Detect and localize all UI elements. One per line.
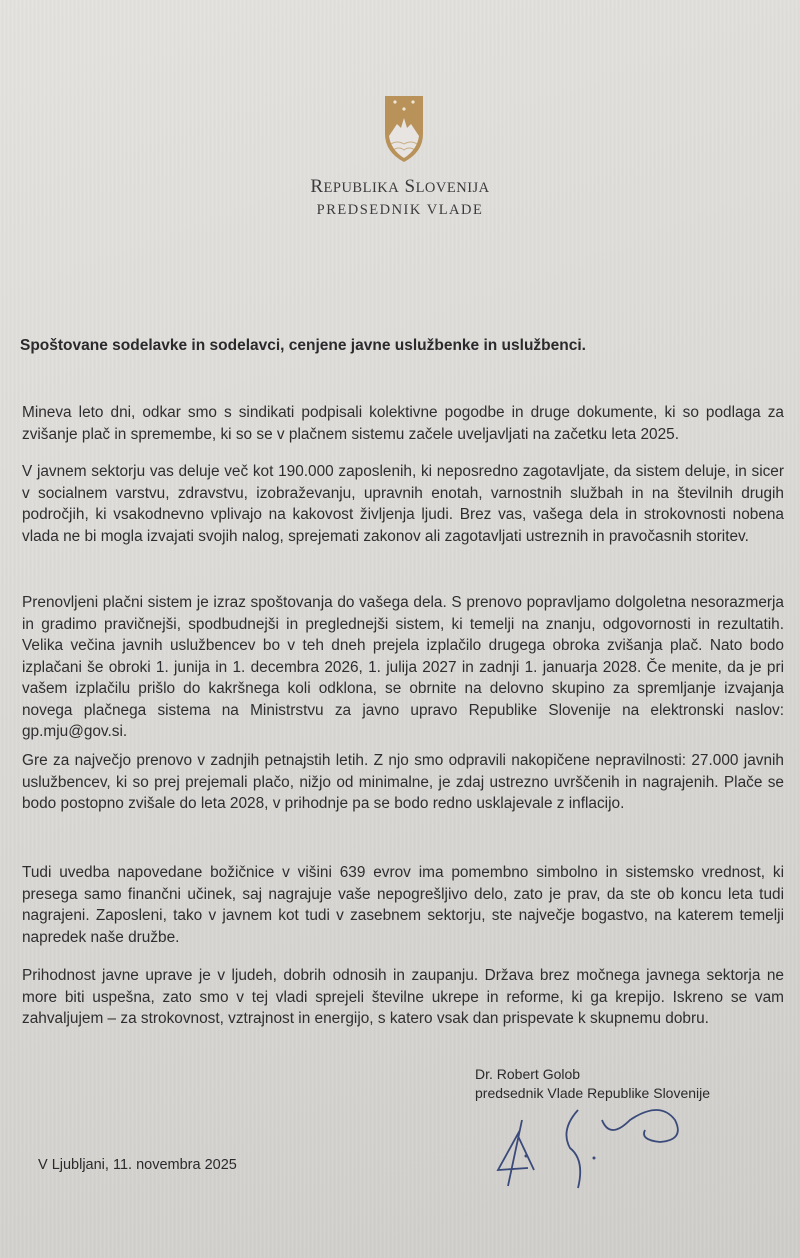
paragraph: Mineva leto dni, odkar smo s sindikati podpisali kolektivne pogodbe in druge dokumente, ki so podlaga za zvišanje plač in spremembe, ki so se v plačnem sistemu začele uveljavljati na začetku leta 2025. — [22, 404, 784, 443]
salutation: Spoštovane sodelavke in sodelavci, cenjene javne uslužbenke in uslužbenci. — [20, 337, 586, 354]
paragraph: Gre za največjo prenovo v zadnjih petnajstih letih. Z njo smo odpravili nakopičene nepravilnosti: 27.000 javnih uslužbencev, ki so prej prejemali plačo, nižjo od minimalne, je zdaj ustrezno uvrščenih in nagrajenih. Plače se bodo postopno zvišale do leta 2028, v prihodnje pa se bodo redno usklajevale z inflacijo. — [22, 752, 784, 812]
coat-of-arms-icon — [383, 94, 425, 164]
handwritten-signature-icon — [490, 1090, 710, 1190]
place-and-date: V Ljubljani, 11. novembra 2025 — [38, 1157, 237, 1173]
paragraph: Prihodnost javne uprave je v ljudeh, dobrih odnosih in zaupanju. Država brez močnega javnega sektorja ne more biti uspešna, zato smo v tej vladi sprejeli številne ukrepe in reforme, ki ga krepijo. Iskreno se vam zahvaljujem – za strokovnost, vztrajnost in energijo, s katero vsak dan prispevate k skupnemu dobru. — [22, 967, 784, 1027]
paragraph: V javnem sektorju vas deluje več kot 190.000 zaposlenih, ki neposredno zagotavljate, da sistem deluje, in sicer v socialnem varstvu, zdravstvu, izobraževanju, upravnih enotah, varnostnih službah in na številnih drugih področjih, ki vsakodnevno vplivajo na kakovost življenja ljudi. Brez vas, vašega dela in strokovnosti nobena vlada ne bi mogla izvajati svojih nalog, sprejemati zakonov ali zagotavljati ustreznih in pravočasnih storitev. — [22, 463, 784, 545]
paragraph: Tudi uvedba napovedane božičnice v višini 639 evrov ima pomembno simbolno in sistemsko vrednost, ki presega samo finančni učinek, saj nagrajuje vaše nepogrešljivo delo, zato je prav, da ste ob koncu leta tudi nagrajeni. Zaposleni, tako v javnem kot tudi v zasebnem sektorju, ste največje bogastvo, na katerem temelji napredek naše družbe. — [22, 864, 784, 946]
signatory-title: predsednik Vlade Republike Slovenije — [475, 1085, 711, 1101]
paragraph: Prenovljeni plačni sistem je izraz spoštovanja do vašega dela. S prenovo popravljamo dolgoletna nesorazmerja in gradimo pravičnejši, spodbudnejši in preglednejši sistem, ki temelji na znanju, odgovornosti in rezultatih. Velika večina javnih uslužbencev bo v teh dneh prejela izplačilo drugega obroka zvišanja plač. Nato bodo izplačani še obroki 1. junija in 1. decembra 2026, 1. julija 2027 in zadnji 1. januarja 2028. Če menite, da je pri vašem izplačilu prišlo do kakršnega koli odklona, se obrnite na delovno skupino za spremljanje izvajanja novega plačnega sistema na Ministrstvu za javno upravo Republike Slovenije na elektronski naslov: gp.mju@gov.si. — [22, 594, 784, 740]
signatory-name: Dr. Robert Golob — [475, 1066, 581, 1082]
letterhead-office: PREDSEDNIK VLADE — [316, 202, 484, 218]
letterhead-republic: REPUBLIKA SLOVENIJA — [310, 176, 490, 197]
